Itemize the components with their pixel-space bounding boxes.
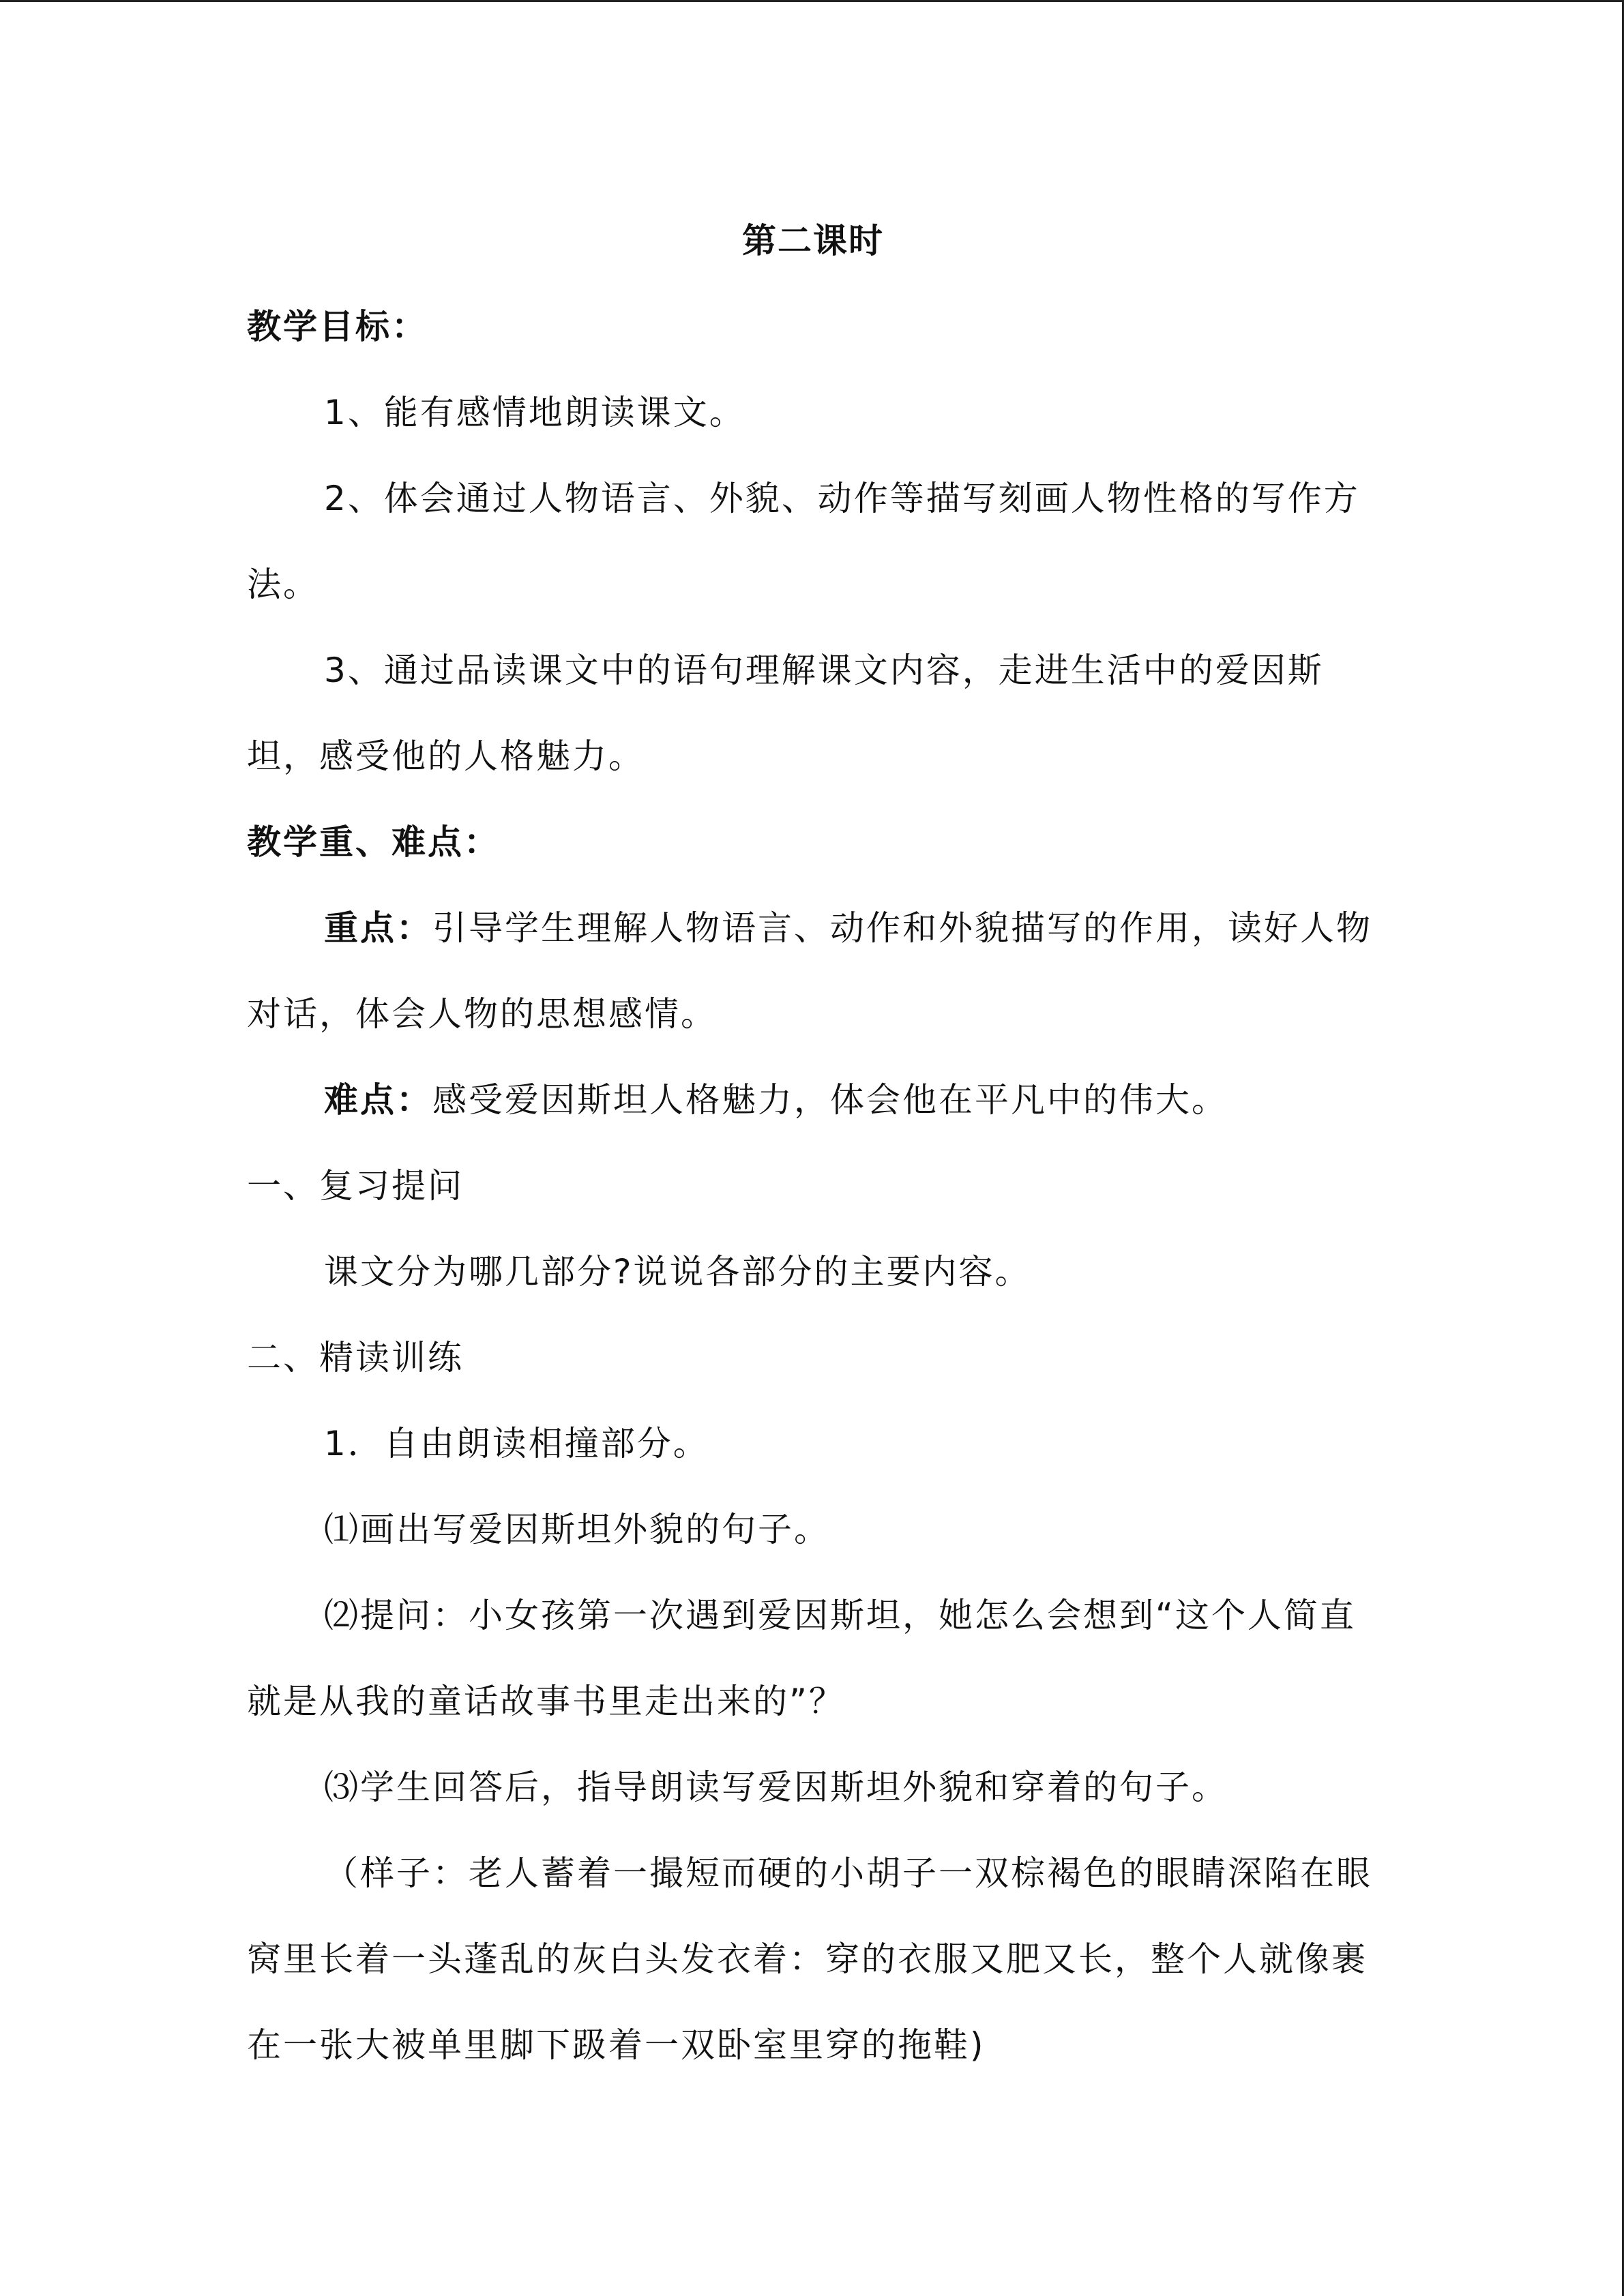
key-point-label: 重点： xyxy=(324,908,432,948)
reading-sub-1: ⑴画出写爱因斯坦外貌的句子。 xyxy=(324,1510,830,1549)
review-question: 课文分为哪几部分?说说各部分的主要内容。 xyxy=(324,1252,1031,1292)
reading-heading: 二、精读训练 xyxy=(247,1338,464,1377)
document-body xyxy=(247,198,1379,2088)
page-top-border xyxy=(0,0,1624,2)
lesson-title: 第二课时 xyxy=(742,221,884,260)
difficulty-label: 难点： xyxy=(324,1080,432,1120)
objective-item-1: 1、能有感情地朗读课文。 xyxy=(324,393,745,432)
reading-sub-2: ⑵提问：小女孩第一次遇到爱因斯坦，她怎么会想到“这个人简直就是从我的童话故事书里走出来的”？ xyxy=(247,1596,1356,1721)
reading-sample: （样子：老人蓄着一撮短而硬的小胡子一双棕褐色的眼睛深陷在眼窝里长着一头蓬乱的灰白头发衣着：穿的衣服又肥又长，整个人就像裹在一张大被单里脚下趿着一双卧室里穿的拖鞋) xyxy=(247,1853,1372,2065)
review-heading: 一、复习提问 xyxy=(247,1166,464,1206)
key-point-text: 引导学生理解人物语言、动作和外貌描写的作用，读好人物对话，体会人物的思想感情。 xyxy=(247,908,1372,1034)
objective-item-2: 2、体会通过人物语言、外貌、动作等描写刻画人物性格的写作方法。 xyxy=(247,479,1360,604)
difficulty-paragraph xyxy=(247,1057,1379,1143)
objectives-heading: 教学目标： xyxy=(247,307,428,346)
key-points-heading: 教学重、难点： xyxy=(247,822,500,862)
key-point-paragraph xyxy=(247,885,1379,1057)
reading-sub-3: ⑶学生回答后，指导朗读写爱因斯坦外貌和穿着的句子。 xyxy=(324,1768,1228,1807)
reading-step-1: 1．自由朗读相撞部分。 xyxy=(324,1424,709,1463)
difficulty-text: 感受爱因斯坦人格魅力，体会他在平凡中的伟大。 xyxy=(432,1080,1228,1120)
objective-item-3: 3、通过品读课文中的语句理解课文内容，走进生活中的爱因斯坦，感受他的人格魅力。 xyxy=(247,651,1324,776)
